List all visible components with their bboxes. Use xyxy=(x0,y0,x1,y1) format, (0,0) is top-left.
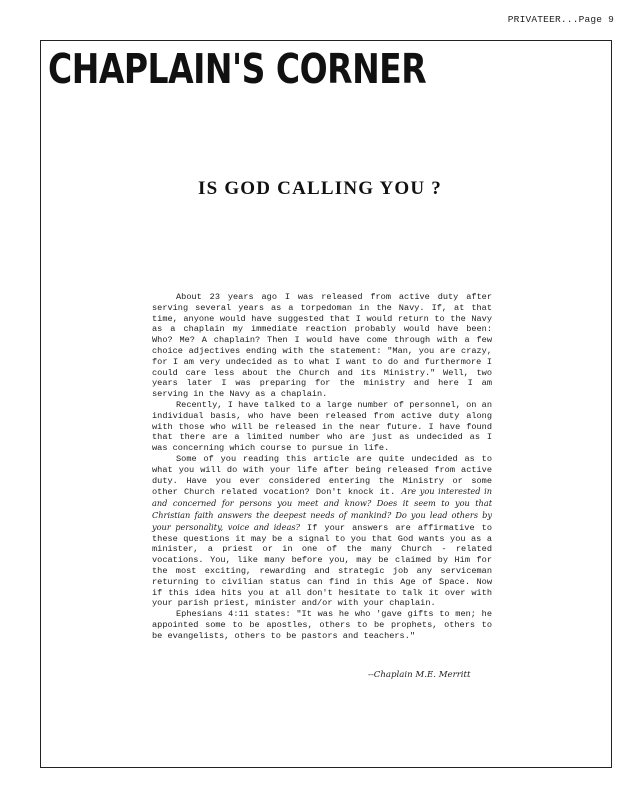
author-signature: --Chaplain M.E. Merritt xyxy=(368,670,471,680)
paragraph-3 xyxy=(152,454,492,609)
running-head: PRIVATEER...Page 9 xyxy=(507,14,614,25)
paragraph-3-tail: If your answers are affirmative to these questions it may be a signal to you that God wants you as a minister, a priest or in one of the many Church - related vocations. You, like many before you, may be claimed by Him for the most exciting, rewarding and strategic job any serviceman returning to civilian status can find in this Age of Space. Now if this idea hits you at all don't hesitate to talk it over with your parish priest, minister and/or with your chaplain. xyxy=(152,522,492,609)
paragraph-1: About 23 years ago I was released from active duty after serving several years as a torpedoman in the Navy. If, at that time, anyone would have suggested that I would return to the Navy as a chaplain my immediate reaction probably would have been: Who? Me? A chaplain? Then I would have come through with a few choice adjectives ending with the statement: "Man, you are crazy, for I am very undecided as to what I want to do and furthermore I could care less about the Church and its Ministry." Well, two years later I was preparing for the ministry and here I am serving in the Navy as a chaplain. xyxy=(152,292,492,400)
article-headline: IS GOD CALLING YOU ? xyxy=(198,178,442,199)
paragraph-2: Recently, I have talked to a large number of personnel, on an individual basis, who have been released from active duty along with those who will be released in the near future. I have found that there are a limited number who are just as undecided as I was concerning which course to pursue in life. xyxy=(152,399,492,454)
paragraph-3-italic-questions: Are you interested in and concerned for persons you meet and know? Does it seem to you that Christian faith answers the deepest needs of mankind? Do you lead others by your personality, voice and ideas? xyxy=(152,486,492,532)
column-banner: CHAPLAIN'S CORNER xyxy=(48,44,427,93)
paragraph-4: Ephesians 4:11 states: "It was he who 'gave gifts to men; he appointed some to be apostles, others to be prophets, others to be evangelists, others to be pastors and teachers." xyxy=(152,609,492,641)
article-body xyxy=(152,292,492,642)
paragraph-3-lead: Some of you reading this article are quite undecided as to what you will do with your life after being released from active duty. Have you ever considered entering the Ministry or some other Church related vocation? Don't knock it. xyxy=(152,453,492,498)
